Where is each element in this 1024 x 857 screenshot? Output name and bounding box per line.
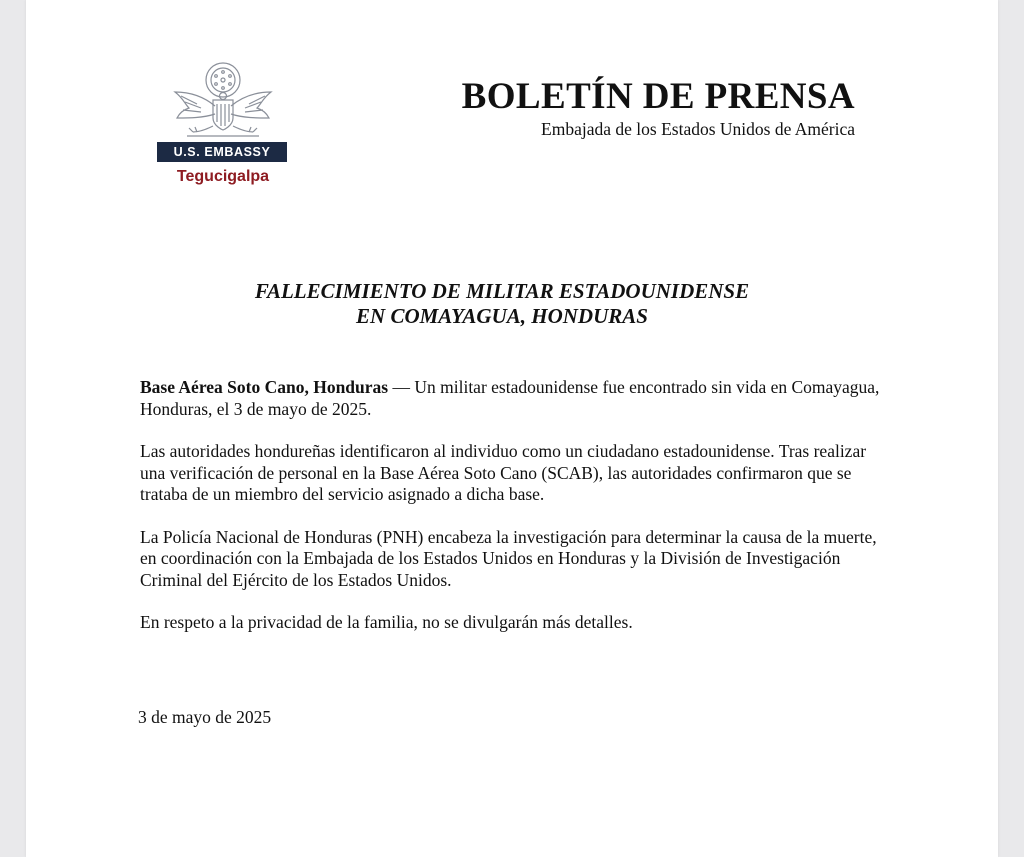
page-title: BOLETÍN DE PRENSA [461,76,855,117]
eagle-seal-icon [143,48,303,144]
dateline: Base Aérea Soto Cano, Honduras [140,377,389,397]
headline-line-2: EN COMAYAGUA, HONDURAS [356,304,648,328]
paragraph-2: Las autoridades hondureñas identificaron al individuo como un ciudadano estadounidense. Tras realizar una verificación de personal en la Base Aérea Soto Cano (SCAB), las autoridades confirmaron que se trataba de un miembro del servicio asignado a dicha base. [140,441,867,504]
headline [26,279,978,329]
logo-banner: U.S. EMBASSY [157,142,287,162]
embassy-logo [143,48,303,208]
paragraph-4: En respeto a la privacidad de la familia, no se divulgarán más detalles. [140,612,633,632]
release-date: 3 de mayo de 2025 [138,707,272,727]
paragraph-3: La Policía Nacional de Honduras (PNH) encabeza la investigación para determinar la causa de la muerte, en coordinación con la Embajada de los Estados Unidos en Honduras y la División de Investigación Criminal del Ejército de los Estados Unidos. [140,526,877,590]
article-body [140,377,884,655]
page-subtitle: Embajada de los Estados Unidos de América [541,119,855,139]
paragraph-1 [140,377,884,420]
logo-city: Tegucigalpa [176,168,270,185]
press-release-page [26,0,998,857]
headline-line-1: FALLECIMIENTO DE MILITAR ESTADOUNIDENSE [254,279,750,303]
paragraph-1-text: — Un militar estadounidense fue encontrado sin vida en Comayagua, Honduras, el 3 de mayo de 2025. [140,377,880,419]
